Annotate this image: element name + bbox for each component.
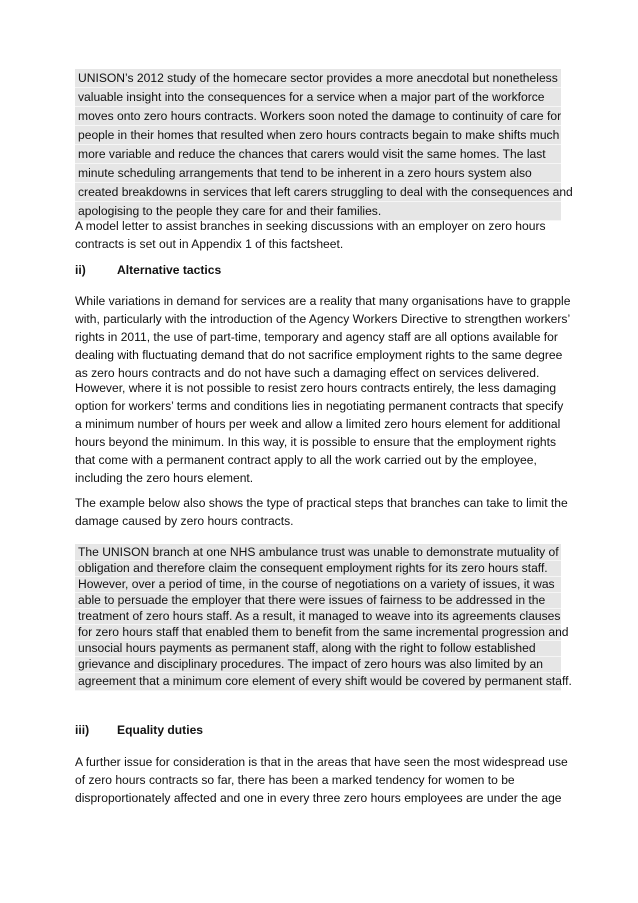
paragraph-line: a minimum number of hours per week and allow a limited zero hours element for additional [75, 417, 561, 431]
paragraph-line: that come with a permanent contract apply to all the work carried out by the employee, [75, 453, 537, 467]
paragraph-line: rights in 2011, the use of part-time, temporary and agency staff are all options available for [75, 330, 558, 344]
box-line: for zero hours staff that enabled them to benefit from the same incremental progression and [78, 625, 569, 639]
paragraph-line: including the zero hours element. [75, 471, 254, 485]
box-line: The UNISON branch at one NHS ambulance trust was unable to demonstrate mutuality of [78, 545, 559, 559]
paragraph-line: as zero hours contracts and do not have such a damaging effect on services delivered. [75, 366, 540, 380]
box-line: people in their homes that resulted when zero hours contracts begain to make shifts much [78, 128, 560, 142]
box-line: able to persuade the employer that there were issues of fairness to be addressed in the [78, 593, 546, 607]
paragraph-line: hours beyond the minimum. In this way, it is possible to ensure that the employment rights [75, 435, 557, 449]
paragraph-line: A model letter to assist branches in seeking discussions with an employer on zero hours [75, 219, 546, 233]
section-number-iii: iii) [75, 723, 90, 737]
box-line: UNISON’s 2012 study of the homecare sector provides a more anecdotal but nonetheless [78, 71, 558, 85]
homecare-study-box [75, 69, 573, 221]
box-line: minute scheduling arrangements that tend to be inherent in a zero hours system also [78, 166, 532, 180]
paragraph-line: dealing with fluctuating demand that do not sacrifice employment rights to the same degree [75, 348, 563, 362]
paragraph-line: with, particularly with the introduction of the Agency Workers Directive to strengthen workers’ [75, 312, 571, 326]
section-heading-equality-duties: Equality duties [117, 723, 204, 737]
box-line: agreement that a minimum core element of every shift would be covered by permanent staff. [78, 674, 572, 688]
paragraph-line: contracts is set out in Appendix 1 of this factsheet. [75, 237, 344, 251]
paragraph-line: A further issue for consideration is that in the areas that have seen the most widespread use [75, 755, 568, 769]
section-heading-alternative-tactics: Alternative tactics [117, 263, 222, 277]
paragraph-line: disproportionately affected and one in every three zero hours employees are under the age [75, 791, 562, 805]
box-line: grievance and disciplinary procedures. The impact of zero hours was also limited by an [78, 657, 543, 671]
paragraph-line: of zero hours contracts so far, there has been a marked tendency for women to be [75, 773, 515, 787]
nhs-ambulance-trust-box [75, 544, 572, 691]
box-line: moves onto zero hours contracts. Workers soon noted the damage to continuity of care for [78, 109, 562, 123]
box-line: unsocial hours payments as permanent staff, along with the right to follow established [78, 641, 536, 655]
paragraph-line: option for workers’ terms and conditions lies in negotiating permanent contracts that specify [75, 399, 564, 413]
box-line: valuable insight into the consequences for a service when a major part of the workforce [78, 90, 545, 104]
box-line: obligation and therefore claim the consequent employment rights for its zero hours staff. [78, 561, 548, 575]
paragraph-line: damage caused by zero hours contracts. [75, 514, 294, 528]
box-line: created breakdowns in services that left carers struggling to deal with the consequences and [78, 185, 573, 199]
box-line: more variable and reduce the chances that carers would visit the same homes. The last [78, 147, 546, 161]
paragraph-line: However, where it is not possible to resist zero hours contracts entirely, the less damaging [75, 381, 557, 395]
paragraph-line: While variations in demand for services are a reality that many organisations have to grapple [75, 294, 571, 308]
paragraph-line: The example below also shows the type of practical steps that branches can take to limit the [75, 496, 568, 510]
section-number-ii: ii) [75, 263, 86, 277]
box-line: apologising to the people they care for and their families. [78, 204, 382, 218]
box-line: treatment of zero hours staff. As a result, it managed to weave into its agreements clauses [78, 609, 561, 623]
box-line: However, over a period of time, in the course of negotiations on a variety of issues, it was [78, 577, 555, 591]
